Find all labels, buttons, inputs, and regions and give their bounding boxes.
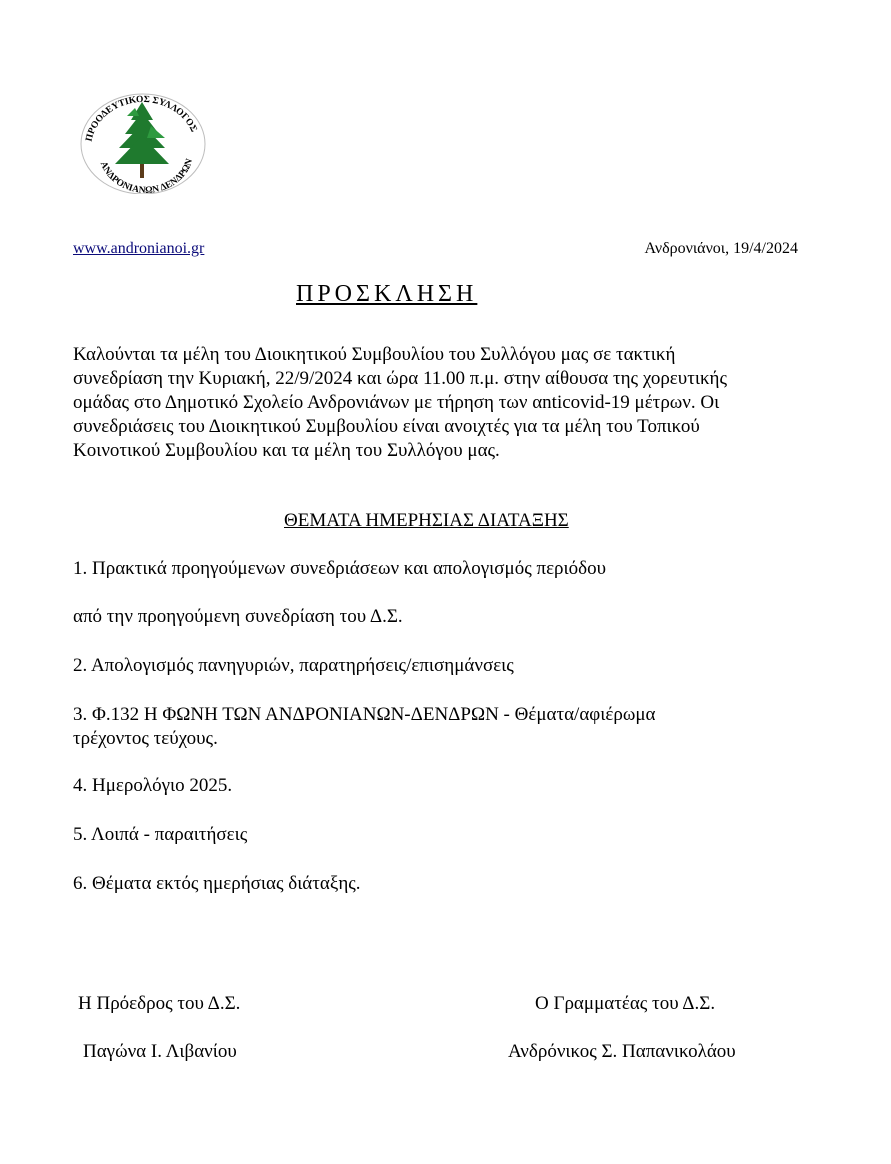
agenda-item-3-continuation: τρέχοντος τεύχους.	[73, 728, 218, 749]
place-date: Ανδρονιάνοι, 19/4/2024	[644, 240, 798, 257]
website-link[interactable]: www.andronianoi.gr	[73, 240, 205, 257]
agenda-item-3: 3. Φ.132 Η ΦΩΝΗ ΤΩΝ ΑΝΔΡΟΝΙΑΝΩΝ-ΔΕΝΔΡΩΝ - Θέματα/αφιέρωμα	[73, 704, 656, 725]
document-title: ΠΡΟΣΚΛΗΣΗ	[296, 281, 478, 307]
agenda-item-4: 4. Ημερολόγιο 2025.	[73, 775, 233, 796]
secretary-role: Ο Γραμματέας του Δ.Σ.	[535, 993, 716, 1014]
agenda-item-2: 2. Απολογισμός πανηγυριών, παρατηρήσεις/επισημάνσεις	[73, 655, 514, 676]
logo-emblem	[77, 86, 207, 194]
association-logo	[77, 86, 207, 194]
logo-text-top: ΠΡΟΟΔΕΥΤΙΚΟΣ ΣΥΛΛΟΓΟΣ	[84, 94, 199, 143]
president-name: Παγώνα Ι. Λιβανίου	[83, 1041, 237, 1062]
agenda-item-6: 6. Θέματα εκτός ημερήσιας διάταξης.	[73, 873, 361, 894]
body-line: ομάδας στο Δημοτικό Σχολείο Ανδρονιάνων με τήρηση των αnticovid-19 μέτρων. Οι	[73, 392, 720, 413]
body-line: συνεδρίαση την Κυριακή, 22/9/2024 και ώρα 11.00 π.μ. στην αίθουσα της χορευτικής	[73, 368, 727, 389]
secretary-name: Ανδρόνικος Σ. Παπανικολάου	[508, 1041, 736, 1062]
body-line: συνεδριάσεις του Διοικητικού Συμβουλίου είναι ανοιχτές για τα μέλη του Τοπικού	[73, 416, 700, 437]
agenda-item-1: 1. Πρακτικά προηγούμενων συνεδριάσεων και απολογισμός περιόδου	[73, 558, 607, 579]
president-role: Η Πρόεδρος του Δ.Σ.	[78, 993, 241, 1014]
agenda-item-1-continuation: από την προηγούμενη συνεδρίαση του Δ.Σ.	[73, 606, 403, 627]
agenda-title: ΘΕΜΑΤΑ ΗΜΕΡΗΣΙΑΣ ΔΙΑΤΑΞΗΣ	[284, 510, 569, 531]
body-line: Κοινοτικού Συμβουλίου και τα μέλη του Συλλόγου μας.	[73, 440, 500, 461]
logo-text-bottom: ΑΝΔΡΟΝΙΑΝΩΝ ΔΕΝΔΡΩΝ	[97, 157, 196, 194]
agenda-item-5: 5. Λοιπά - παραιτήσεις	[73, 824, 248, 845]
body-line: Καλούνται τα μέλη του Διοικητικού Συμβουλίου του Συλλόγου μας σε τακτική	[73, 344, 676, 365]
invitation-body	[73, 343, 813, 463]
